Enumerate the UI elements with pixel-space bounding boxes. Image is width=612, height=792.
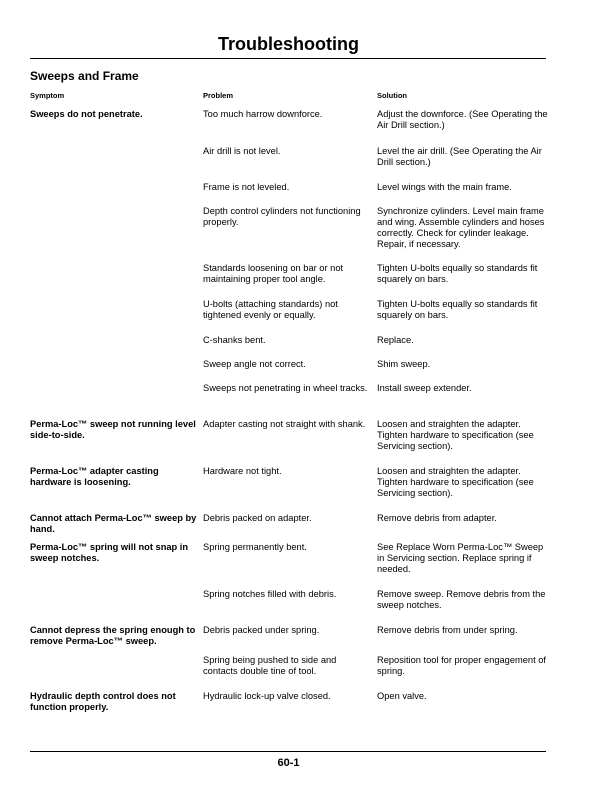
problem-cell: Too much harrow downforce. [203, 109, 323, 119]
symptom-cell: Cannot attach Perma-Loc™ sweep by hand. [30, 513, 197, 534]
solution-cell: Reposition tool for proper engagement of spring. [377, 655, 547, 676]
problem-cell: U-bolts (attaching standards) not tightened evenly or equally. [203, 299, 338, 320]
table-row [30, 263, 550, 299]
solution-cell: Shim sweep. [377, 359, 431, 369]
table-row [30, 146, 550, 182]
solution-cell: Tighten U-bolts equally so standards fit squarely on bars. [377, 299, 538, 320]
solution-cell: Replace. [377, 335, 414, 345]
table-row [30, 513, 550, 542]
solution-cell: Level wings with the main frame. [377, 182, 512, 192]
solution-cell: Tighten U-bolts equally so standards fit squarely on bars. [377, 263, 538, 284]
table-row [30, 466, 550, 513]
section-heading: Sweeps and Frame [30, 69, 139, 83]
table-row [30, 589, 550, 625]
table-row [30, 109, 550, 146]
solution-column-header: Solution [377, 91, 407, 100]
solution-cell: Loosen and straighten the adapter. Tighten hardware to specification (see Servicing section). [377, 419, 534, 451]
bottom-divider [30, 751, 546, 752]
problem-cell: Air drill is not level. [203, 146, 281, 156]
solution-cell: Remove debris from adapter. [377, 513, 497, 523]
top-divider [30, 58, 546, 59]
solution-cell: Install sweep extender. [377, 383, 472, 393]
solution-cell: Level the air drill. (See Operating the Air Drill section.) [377, 146, 542, 167]
table-row [30, 691, 550, 717]
solution-cell: Remove sweep. Remove debris from the sweep notches. [377, 589, 546, 610]
solution-cell: Open valve. [377, 691, 427, 701]
solution-cell: Synchronize cylinders. Level main frame and wing. Assemble cylinders and hoses correctly. Check for cylinder leakage. Repair, if necessary. [377, 206, 545, 249]
table-row [30, 299, 550, 335]
troubleshooting-table [30, 109, 550, 717]
symptom-column-header: Symptom [30, 91, 65, 100]
table-row [30, 359, 550, 383]
table-row [30, 182, 550, 206]
symptom-cell: Perma-Loc™ adapter casting hardware is loosening. [30, 466, 159, 487]
problem-column-header: Problem [203, 91, 234, 100]
table-row [30, 542, 550, 589]
table-row [30, 419, 550, 466]
problem-cell: Frame is not leveled. [203, 182, 290, 192]
table-row [30, 383, 550, 419]
page-title: Troubleshooting [218, 34, 359, 54]
problem-cell: Debris packed under spring. [203, 625, 320, 635]
symptom-cell: Cannot depress the spring enough to remove Perma-Loc™ sweep. [30, 625, 196, 646]
problem-cell: Hydraulic lock-up valve closed. [203, 691, 331, 701]
solution-cell: Loosen and straighten the adapter. Tighten hardware to specification (see Servicing section). [377, 466, 534, 498]
solution-cell: Remove debris from under spring. [377, 625, 518, 635]
page-number: 60-1 [277, 757, 300, 769]
problem-cell: Sweep angle not correct. [203, 359, 306, 369]
problem-cell: Spring permanently bent. [203, 542, 307, 552]
problem-cell: Adapter casting not straight with shank. [203, 419, 366, 429]
symptom-cell: Perma-Loc™ sweep not running level side-to-side. [30, 419, 196, 440]
table-row [30, 625, 550, 655]
table-row [30, 206, 550, 263]
symptom-cell: Sweeps do not penetrate. [30, 109, 143, 119]
problem-cell: Debris packed on adapter. [203, 513, 312, 523]
problem-cell: Spring being pushed to side and contacts double tine of tool. [203, 655, 337, 676]
table-row [30, 655, 550, 691]
symptom-cell: Hydraulic depth control does not function properly. [30, 691, 176, 712]
problem-cell: Spring notches filled with debris. [203, 589, 337, 599]
problem-cell: Hardware not tight. [203, 466, 282, 476]
table-row [30, 335, 550, 359]
problem-cell: Depth control cylinders not functioning properly. [203, 206, 361, 227]
solution-cell: Adjust the downforce. (See Operating the Air Drill section.) [377, 109, 548, 130]
solution-cell: See Replace Worn Perma-Loc™ Sweep in Servicing section. Replace spring if needed. [377, 542, 544, 574]
symptom-cell: Perma-Loc™ spring will not snap in sweep notches. [30, 542, 189, 563]
problem-cell: Sweeps not penetrating in wheel tracks. [203, 383, 368, 393]
problem-cell: C-shanks bent. [203, 335, 266, 345]
problem-cell: Standards loosening on bar or not maintaining proper tool angle. [203, 263, 344, 284]
